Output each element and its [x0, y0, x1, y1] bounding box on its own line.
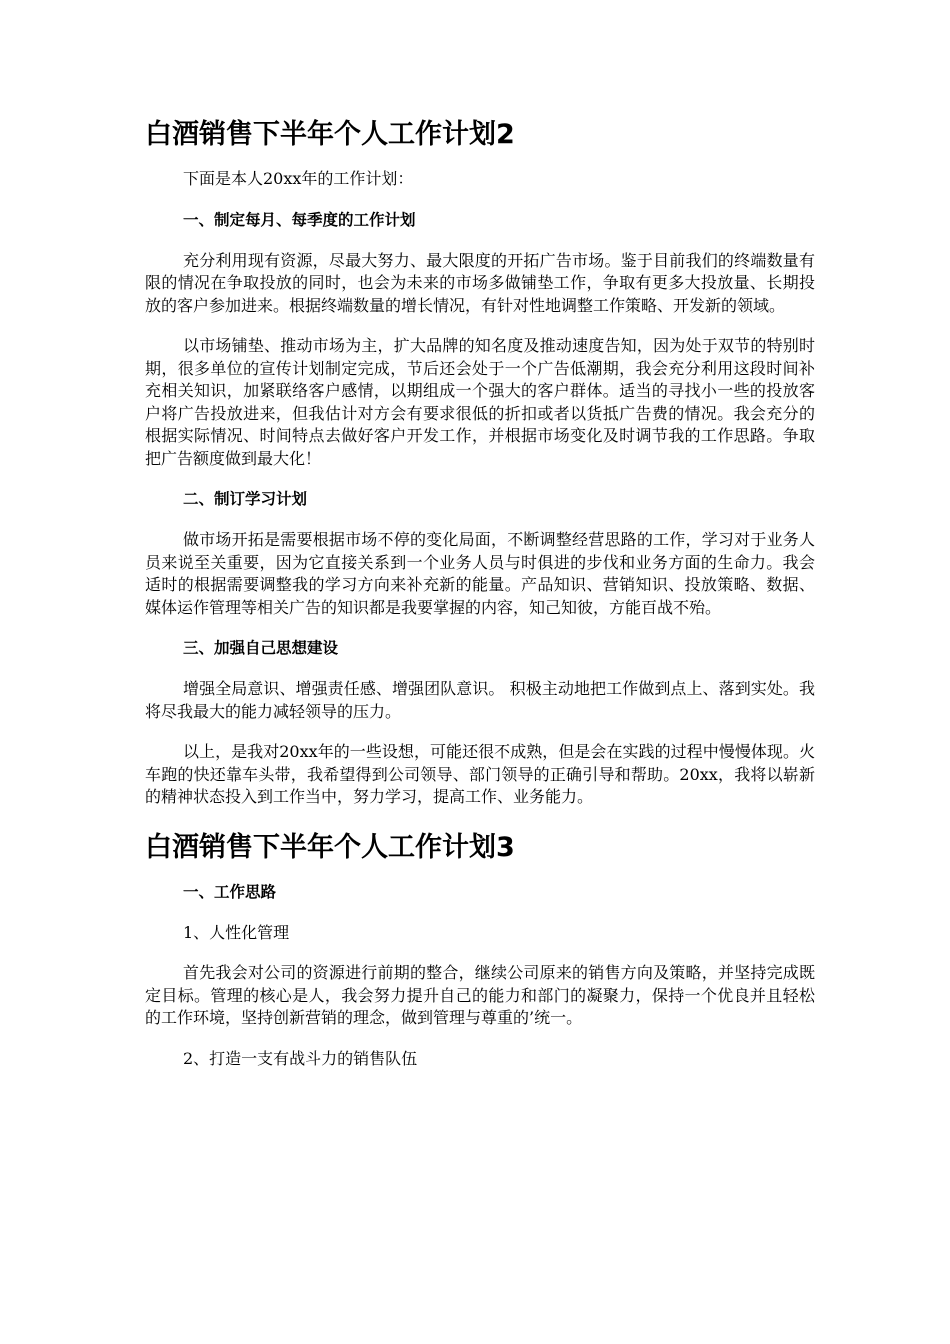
body-paragraph: 以上，是我对20xx年的一些设想，可能还很不成熟，但是会在实践的过程中慢慢体现。火车跑的快还靠车头带，我希望得到公司领导、部门领导的正确引导和帮助。20xx，我将以崭新的精神状态投入到工作当中，努力学习，提高工作、业务能力。	[145, 742, 815, 806]
sub-heading: 2、打造一支有战斗力的销售队伍	[183, 1048, 418, 1068]
section-title: 白酒销售下半年个人工作计划2	[145, 119, 515, 150]
document-page	[145, 116, 815, 1088]
section-heading: 三、加强自己思想建设	[183, 639, 339, 657]
body-paragraph: 做市场开拓是需要根据市场不停的变化局面，不断调整经营思路的工作，学习对于业务人员来说至关重要，因为它直接关系到一个业务人员与时俱进的步伐和业务方面的生命力。我会适时的根据需要调整我的学习方向来补充新的能量。产品知识、营销知识、投放策略、数据、媒体运作管理等相关广告的知识都是我要掌握的内容，知己知彼，方能百战不殆。	[145, 530, 815, 617]
body-paragraph: 以市场铺垫、推动市场为主，扩大品牌的知名度及推动速度告知，因为处于双节的特别时期，很多单位的宣传计划制定完成，节后还会处于一个广告低潮期，我会充分利用这段时间补充相关知识，加紧联络客户感情，以期组成一个强大的客户群体。适当的寻找小一些的投放客户将广告投放进来，但我估计对方会有要求很低的折扣或者以货抵广告费的情况。我会充分的根据实际情况、时间特点去做好客户开发工作，并根据市场变化及时调节我的工作思路。争取把广告额度做到最大化！	[145, 336, 815, 468]
sub-heading: 1、人性化管理	[183, 922, 290, 942]
section-heading: 二、制订学习计划	[183, 490, 308, 508]
body-paragraph: 首先我会对公司的资源进行前期的整合，继续公司原来的销售方向及策略，并坚持完成既定目标。管理的核心是人，我会努力提升自己的能力和部门的凝聚力，保持一个优良并且轻松的工作环境，坚持创新营销的理念，做到管理与尊重的’统一。	[145, 963, 815, 1027]
section-title: 白酒销售下半年个人工作计划3	[145, 831, 515, 863]
body-paragraph: 增强全局意识、增强责任感、增强团队意识。 积极主动地把工作做到点上、落到实处。我将尽我最大的能力减轻领导的压力。	[145, 679, 815, 721]
intro-paragraph: 下面是本人20xx年的工作计划：	[183, 169, 414, 188]
body-paragraph: 充分利用现有资源，尽最大努力、最大限度的开拓广告市场。鉴于目前我们的终端数量有限的情况在争取投放的同时，也会为未来的市场多做铺垫工作，争取有更多大投放量、长期投放的客户参加进来。根据终端数量的增长情况，有针对性地调整工作策略、开发新的领域。	[145, 250, 815, 315]
section-heading: 一、制定每月、每季度的工作计划	[183, 210, 416, 229]
section-heading: 一、工作思路	[183, 882, 277, 901]
